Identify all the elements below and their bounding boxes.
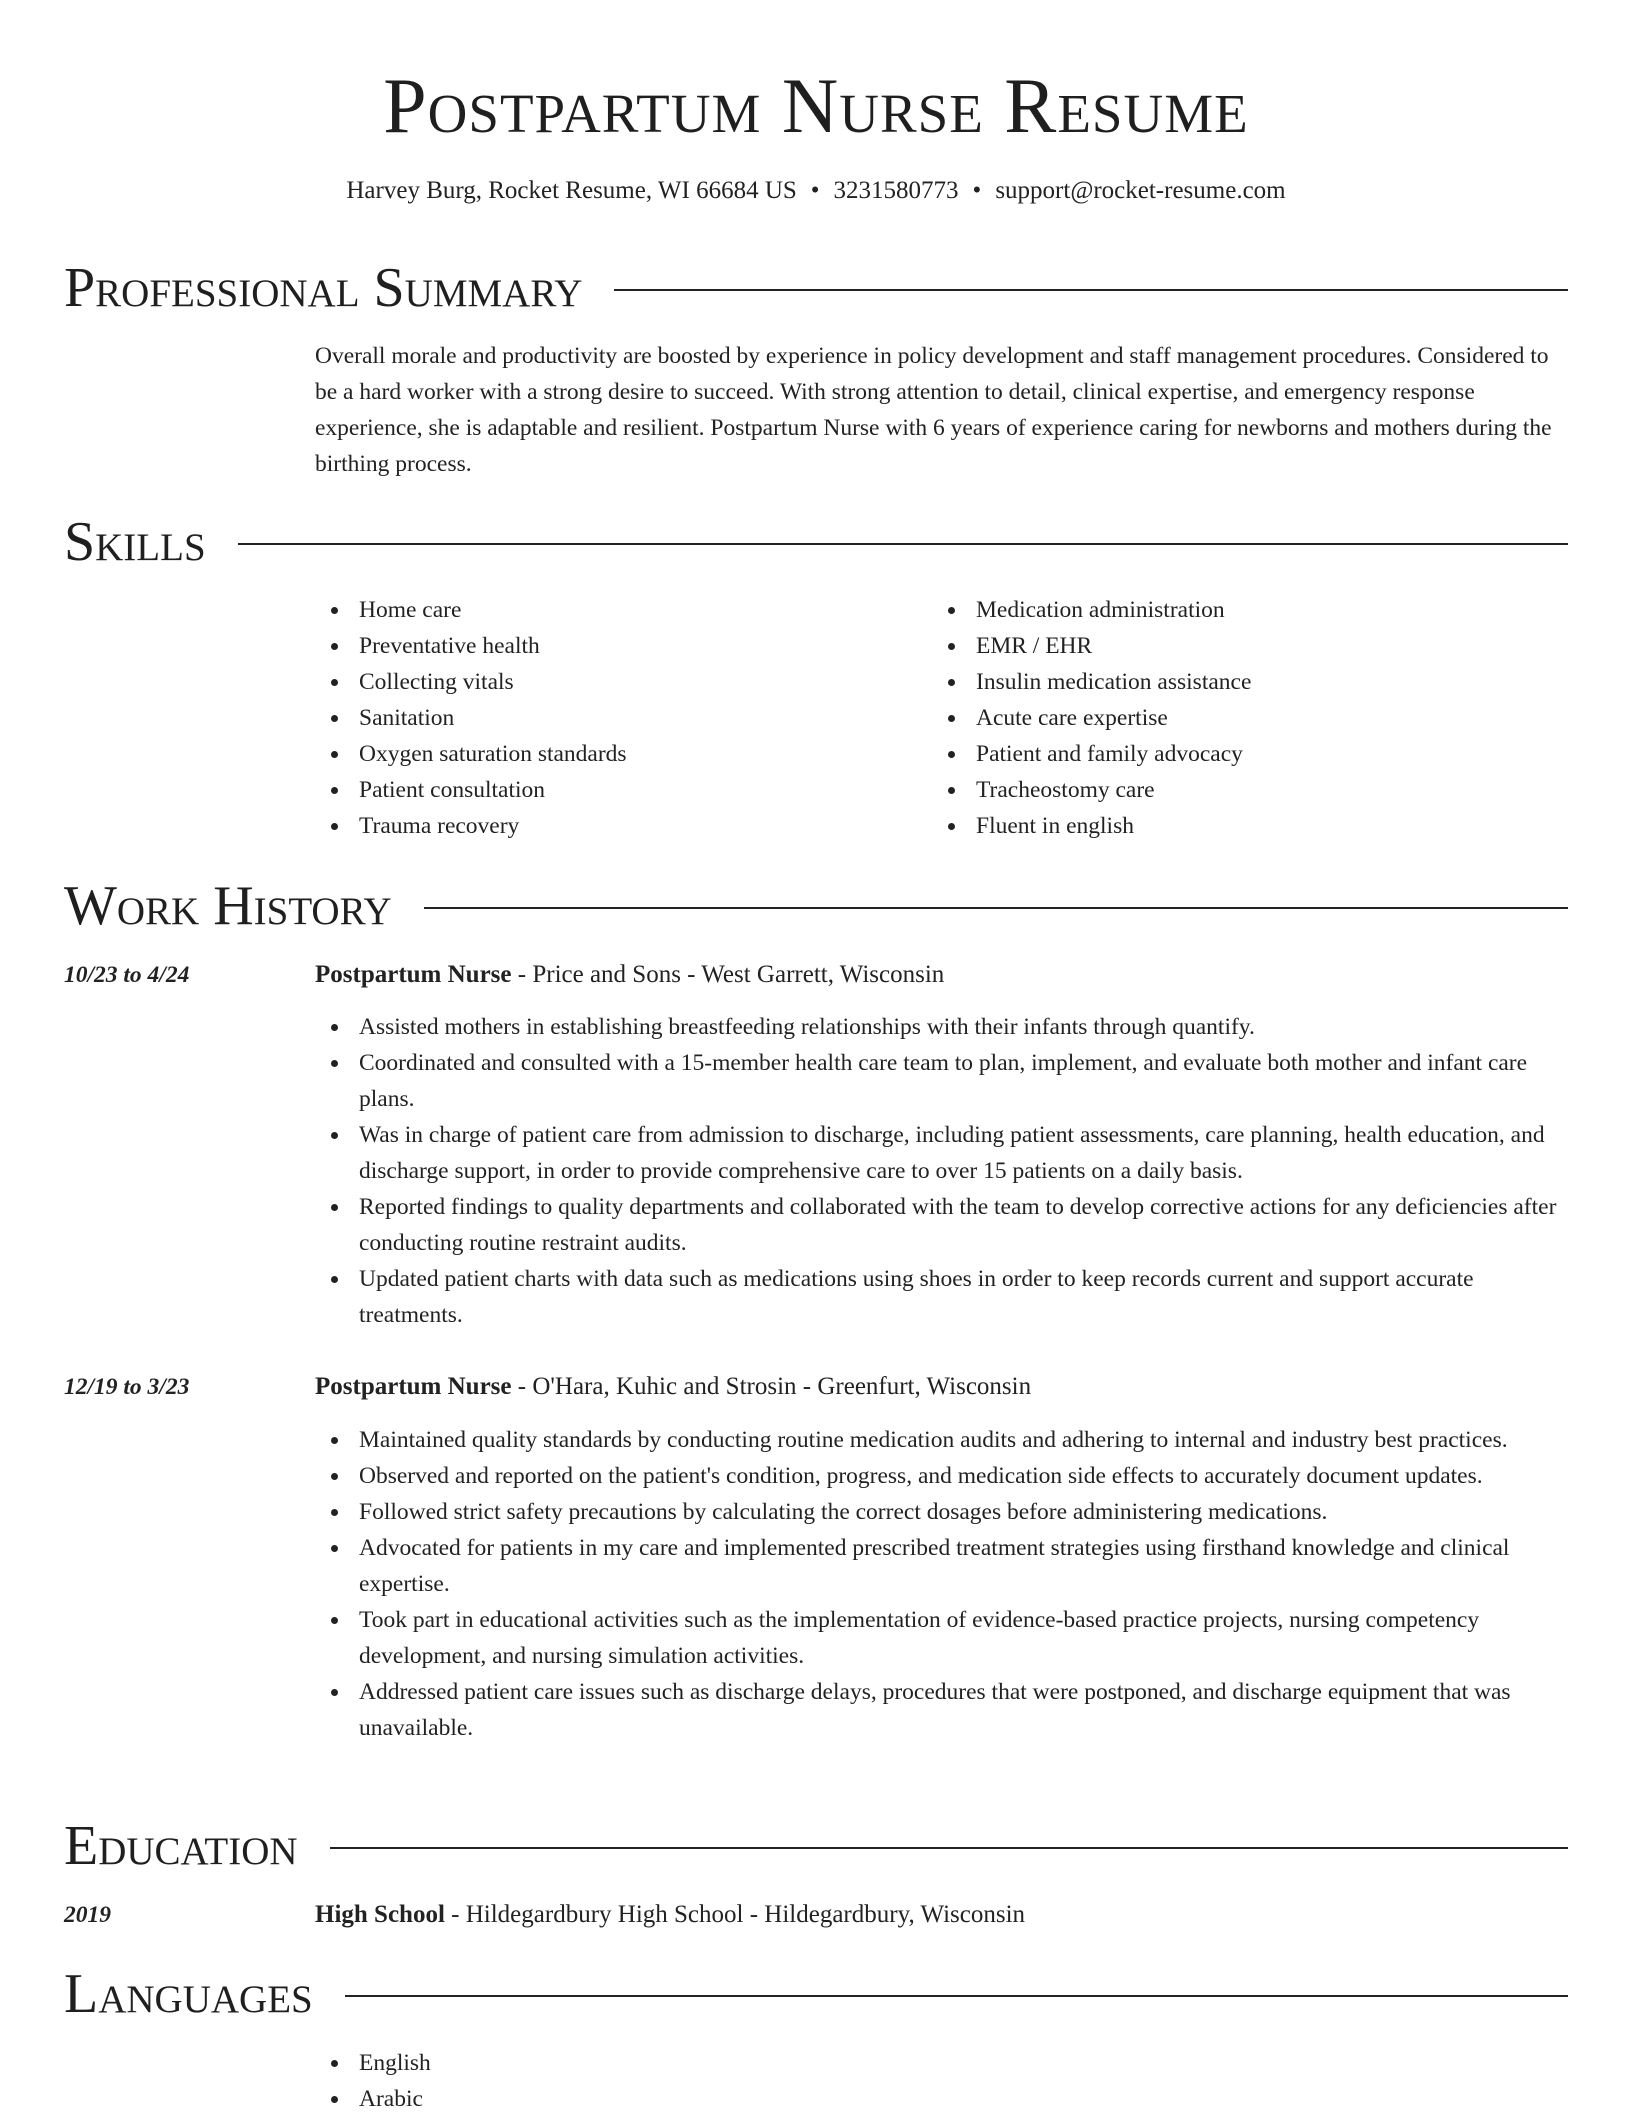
summary-text: Overall morale and productivity are boosted by experience in policy development and staff management procedures. Considered to be a hard worker with a strong desire to succeed. With strong attention to detail, clinical expertise, and emergency response experience, she is adaptable and resilient. Postpartum Nurse with 6 years of experience caring for newborns and mothers during the birthing process. bbox=[315, 343, 1552, 477]
job-bullet: Reported findings to quality departments and collaborated with the team to develop corrective actions for any deficiencies after conducting routine restraint audits. bbox=[315, 1189, 1575, 1261]
page-title: Postpartum Nurse Resume bbox=[383, 62, 1249, 149]
job-bullet: Updated patient charts with data such as medications using shoes in order to keep records current and support accurate treatments. bbox=[315, 1261, 1575, 1333]
section-header-work-history bbox=[64, 874, 1568, 938]
job-bullet-list bbox=[315, 1422, 1575, 1746]
section-header-languages bbox=[64, 1962, 1568, 2026]
skills-list bbox=[315, 592, 915, 844]
job-bullet: Assisted mothers in establishing breastfeeding relationships with their infants through quantify. bbox=[315, 1009, 1575, 1045]
skills-list bbox=[932, 592, 1532, 844]
skill-item: Patient and family advocacy bbox=[932, 736, 1532, 772]
section-heading: Work History bbox=[64, 875, 392, 937]
skill-item: EMR / EHR bbox=[932, 628, 1532, 664]
skill-item: Fluent in english bbox=[932, 808, 1532, 844]
job-bullet: Addressed patient care issues such as discharge delays, procedures that were postponed, and discharge equipment that was unavailable. bbox=[315, 1674, 1575, 1746]
section-divider bbox=[424, 907, 1568, 909]
section-divider bbox=[238, 543, 1568, 545]
skill-item: Tracheostomy care bbox=[932, 772, 1532, 808]
section-header-summary bbox=[64, 256, 1568, 320]
skill-item: Home care bbox=[315, 592, 915, 628]
job-title: Postpartum Nurse bbox=[315, 961, 512, 988]
job-bullet: Coordinated and consulted with a 15-member health care team to plan, implement, and evaluate both mother and infant care plans. bbox=[315, 1045, 1575, 1117]
job-bullet-list bbox=[315, 1009, 1575, 1333]
section-header-education bbox=[64, 1814, 1568, 1878]
job-bullet: Observed and reported on the patient's condition, progress, and medication side effects to accurately document updates. bbox=[315, 1458, 1575, 1494]
contact-line bbox=[0, 174, 1632, 208]
languages-list bbox=[315, 2045, 1575, 2117]
education-year: 2019 bbox=[64, 1902, 111, 1928]
section-heading: Education bbox=[64, 1815, 298, 1877]
skills-column-right bbox=[932, 592, 1532, 844]
contact-separator: • bbox=[972, 177, 982, 204]
job-bullet: Advocated for patients in my care and implemented prescribed treatment strategies using firsthand knowledge and clinical expertise. bbox=[315, 1530, 1575, 1602]
section-header-skills bbox=[64, 510, 1568, 574]
education-school: - Hildegardbury High School - Hildegardbury, Wisconsin bbox=[444, 1901, 1026, 1928]
skill-item: Trauma recovery bbox=[315, 808, 915, 844]
job-bullet: Followed strict safety precautions by calculating the correct dosages before administering medications. bbox=[315, 1494, 1575, 1530]
language-item: Arabic bbox=[315, 2081, 1575, 2117]
skill-item: Medication administration bbox=[932, 592, 1532, 628]
skill-item: Preventative health bbox=[315, 628, 915, 664]
job-bullet: Took part in educational activities such as the implementation of evidence-based practice projects, nursing competency development, and nursing simulation activities. bbox=[315, 1602, 1575, 1674]
contact-separator: • bbox=[810, 177, 820, 204]
skill-item: Collecting vitals bbox=[315, 664, 915, 700]
job-title: Postpartum Nurse bbox=[315, 1373, 512, 1400]
skill-item: Patient consultation bbox=[315, 772, 915, 808]
skills-column-left bbox=[315, 592, 915, 844]
job-employer: - Price and Sons - West Garrett, Wisconsin bbox=[511, 961, 945, 988]
section-heading: Languages bbox=[64, 1963, 313, 2025]
contact-phone: 3231580773 bbox=[833, 177, 959, 204]
job-bullets bbox=[315, 1422, 1575, 1746]
job-dates: 10/23 to 4/24 bbox=[64, 962, 190, 988]
languages-list-wrap bbox=[315, 2045, 1575, 2117]
job-title-line bbox=[315, 957, 1575, 993]
section-divider bbox=[330, 1847, 1568, 1849]
job-dates: 12/19 to 3/23 bbox=[64, 1374, 190, 1400]
skill-item: Sanitation bbox=[315, 700, 915, 736]
job-employer: - O'Hara, Kuhic and Strosin - Greenfurt, Wisconsin bbox=[511, 1373, 1032, 1400]
contact-email[interactable]: support@rocket-resume.com bbox=[995, 177, 1286, 204]
skill-item: Insulin medication assistance bbox=[932, 664, 1532, 700]
language-item: English bbox=[315, 2045, 1575, 2081]
section-divider bbox=[345, 1995, 1568, 1997]
job-title-line bbox=[315, 1369, 1575, 1405]
section-divider bbox=[614, 289, 1568, 291]
job-bullet: Maintained quality standards by conducting routine medication audits and adhering to internal and industry best practices. bbox=[315, 1422, 1575, 1458]
education-degree: High School bbox=[315, 1901, 445, 1928]
skill-item: Oxygen saturation standards bbox=[315, 736, 915, 772]
education-line bbox=[315, 1897, 1575, 1933]
job-bullet: Was in charge of patient care from admission to discharge, including patient assessments, care planning, health education, and discharge support, in order to provide comprehensive care to over 15 patients on a daily basis. bbox=[315, 1117, 1575, 1189]
job-bullets bbox=[315, 1009, 1575, 1333]
section-heading: Professional Summary bbox=[64, 257, 583, 319]
contact-address: Harvey Burg, Rocket Resume, WI 66684 US bbox=[346, 177, 797, 204]
section-heading: Skills bbox=[64, 511, 206, 573]
skill-item: Acute care expertise bbox=[932, 700, 1532, 736]
